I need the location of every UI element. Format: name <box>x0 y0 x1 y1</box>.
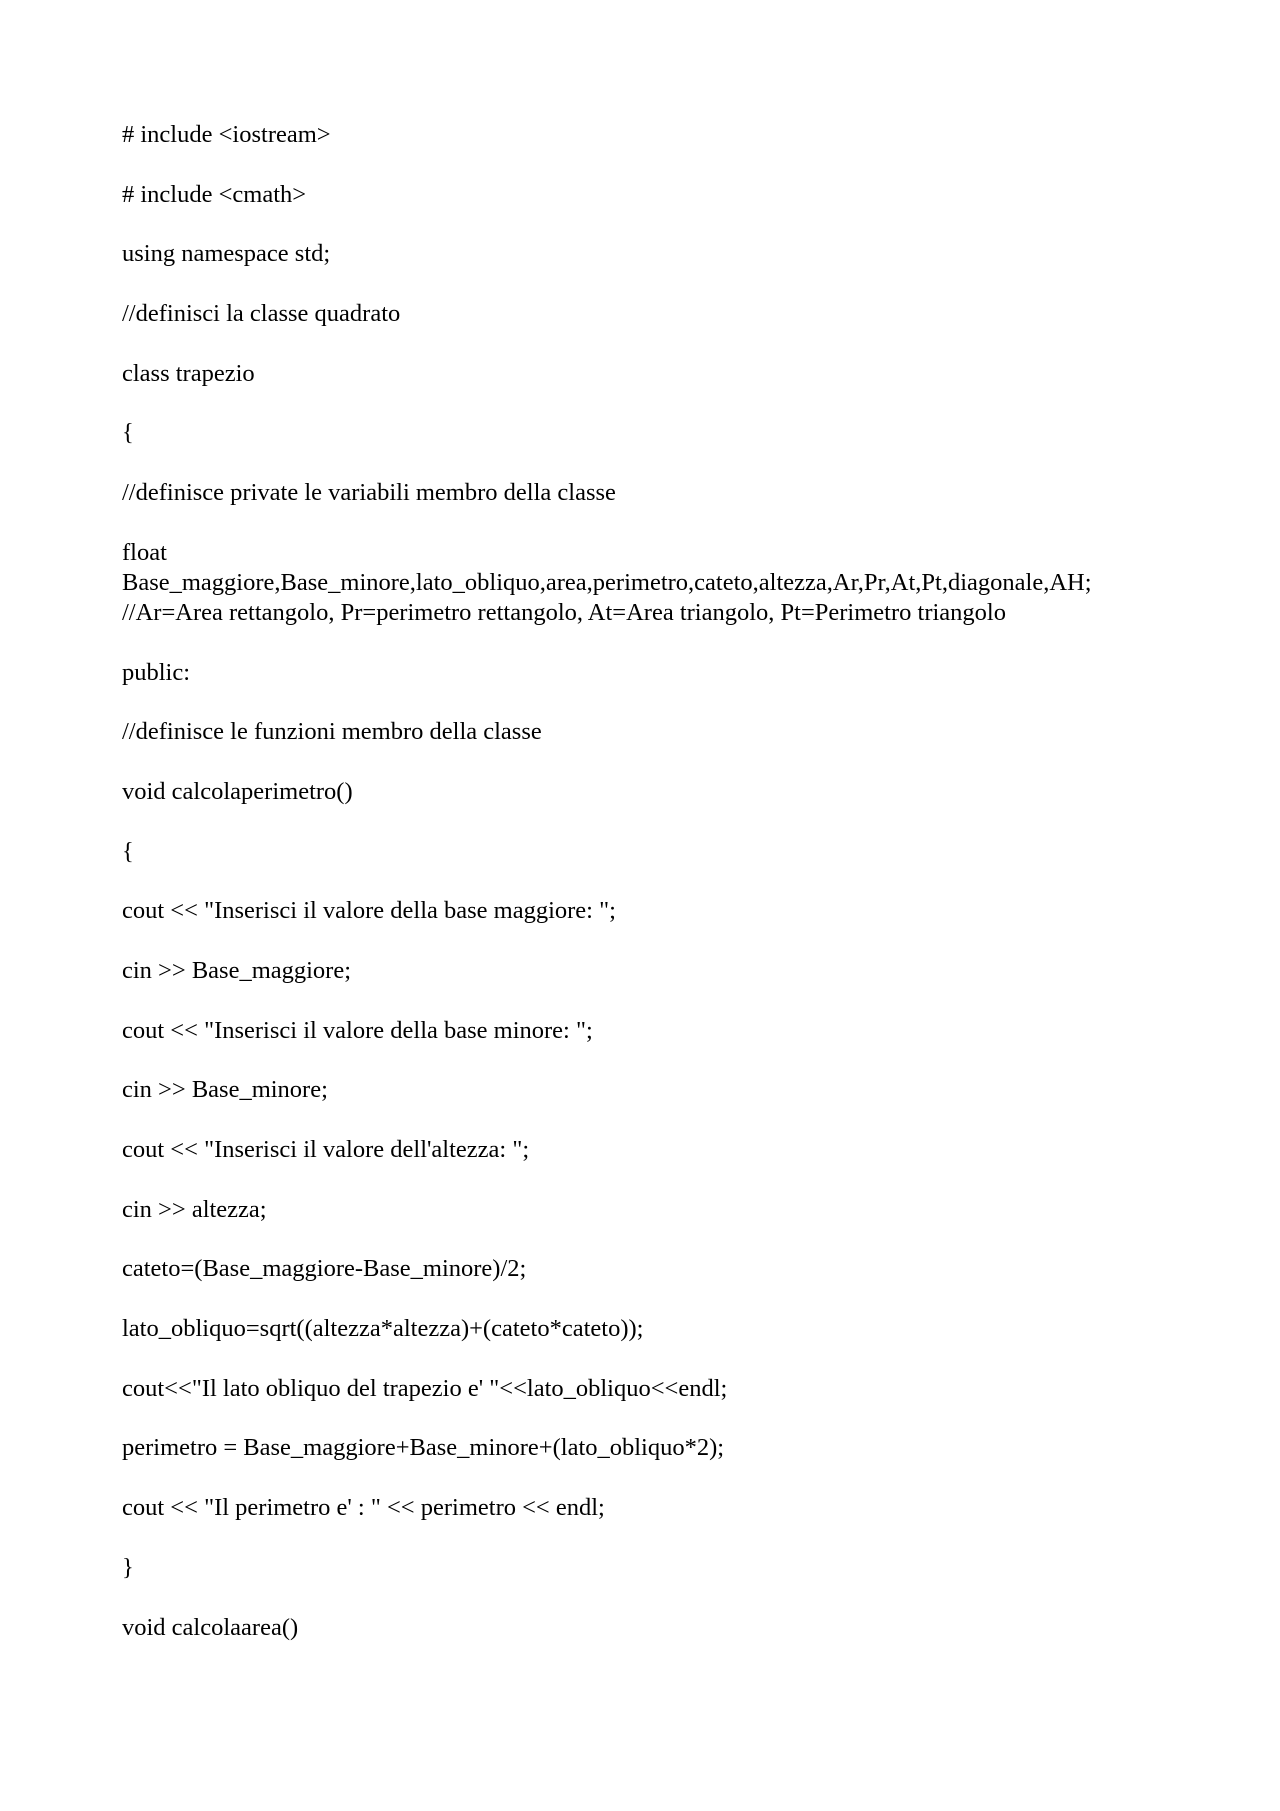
code-line-comment-functions: //definisce le funzioni membro della classe <box>122 718 542 746</box>
code-listing <box>122 120 1172 1643</box>
code-line-close-brace: } <box>122 1553 134 1581</box>
code-line-cin-base-minore: cin >> Base_minore; <box>122 1076 328 1104</box>
code-line-cin-altezza: cin >> altezza; <box>122 1195 267 1223</box>
code-line-include-cmath: # include <cmath> <box>122 180 307 208</box>
code-line-comment-class: //definisci la classe quadrato <box>122 300 401 328</box>
code-line-open-brace: { <box>122 419 134 447</box>
code-line-calcolaarea: void calcolaarea() <box>122 1613 299 1641</box>
code-line-using-namespace: using namespace std; <box>122 240 331 268</box>
code-line-float-keyword: float <box>122 538 167 566</box>
code-line-cout-altezza: cout << "Inserisci il valore dell'altezza: "; <box>122 1136 530 1163</box>
code-line-cout-base-minore: cout << "Inserisci il valore della base minore: "; <box>122 1016 593 1044</box>
code-line-include-iostream: # include <iostream> <box>122 121 331 148</box>
code-line-cateto: cateto=(Base_maggiore-Base_minore)/2; <box>122 1255 527 1283</box>
code-line-perimetro: perimetro = Base_maggiore+Base_minore+(lato_obliquo*2); <box>122 1434 725 1462</box>
code-line-cin-base-maggiore: cin >> Base_maggiore; <box>122 956 352 984</box>
code-line-cout-lato-obliquo: cout<<"Il lato obliquo del trapezio e' "<<lato_obliquo<<endl; <box>122 1374 728 1402</box>
code-line-public: public: <box>122 658 191 686</box>
code-line-cout-base-maggiore: cout << "Inserisci il valore della base maggiore: "; <box>122 897 616 925</box>
code-line-comment-variables: //Ar=Area rettangolo, Pr=perimetro rettangolo, At=Area triangolo, Pt=Perimetro triangolo <box>122 598 1006 626</box>
code-line-cout-perimetro: cout << "Il perimetro e' : " << perimetro << endl; <box>122 1494 605 1522</box>
code-line-class-declaration: class trapezio <box>122 359 255 387</box>
code-line-comment-private: //definisce private le variabili membro della classe <box>122 479 616 507</box>
code-line-lato-obliquo: lato_obliquo=sqrt((altezza*altezza)+(cateto*cateto)); <box>122 1315 644 1343</box>
code-line-open-brace-function: { <box>122 837 134 865</box>
code-line-calcolaperimetro: void calcolaperimetro() <box>122 777 353 805</box>
code-line-float-variables: Base_maggiore,Base_minore,lato_obliquo,area,perimetro,cateto,altezza,Ar,Pr,At,Pt,diagonale,AH; <box>122 568 1092 596</box>
